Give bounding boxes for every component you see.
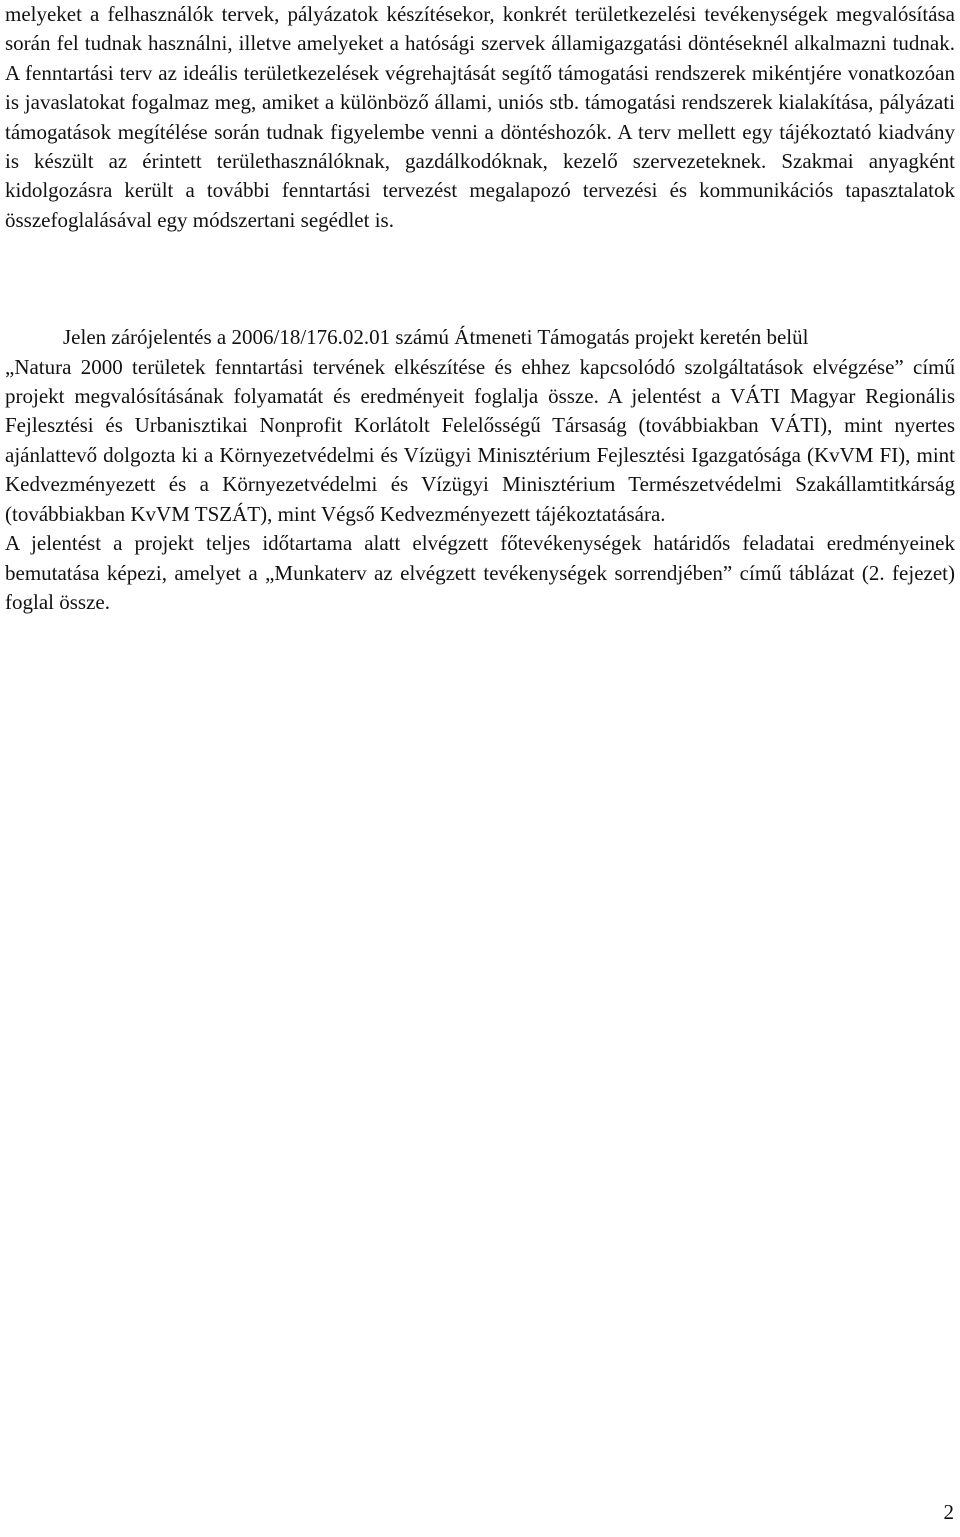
paragraph-intro: melyeket a felhasználók tervek, pályázatok készítésekor, konkrét területkezelési tevékenységek megvalósítása során fel tudnak használni, illetve amelyeket a hatósági szervek államigazgatási döntéseknél alkalmazni tudnak. A fenntartási terv az ideális területkezelések végrehajtását segítő támogatási rendszerek mikéntjére vonatkozóan is javaslatokat fogalmaz meg, amiket a különböző állami, uniós stb. támogatási rendszerek kialakítása, pályázati támogatások megítélése során tudnak figyelembe venni a döntéshozók. A terv mellett egy tájékoztató kiadvány is készült az érintett területhasználóknak, gazdálkodóknak, kezelő szervezeteknek. Szakmai anyagként kidolgozásra került a további fenntartási tervezést megalapozó tervezési és kommunikációs tapasztalatok összefoglalásával egy módszertani segédlet is. [5, 2, 955, 232]
page-number: 2 [943, 1500, 954, 1524]
paragraph-report-summary: A jelentést a projekt teljes időtartama alatt elvégzett főtevékenységek határidős feladatai eredményeinek bemutatása képezi, amelyet a „Munkaterv az elvégzett tevékenységek sorrendjében” című táblázat (2. fejezet) foglal össze. [5, 531, 955, 614]
document-page [5, 0, 955, 617]
paragraph-report-body: „Natura 2000 területek fenntartási tervének elkészítése és ehhez kapcsolódó szolgáltatások elvégzése” című projekt megvalósításának folyamatát és eredményeit foglalja össze. A jelentést a VÁTI Magyar Regionális Fejlesztési és Urbanisztikai Nonprofit Korlátolt Felelősségű Társaság (továbbiakban VÁTI), mint nyertes ajánlattevő dolgozta ki a Környezetvédelmi és Vízügyi Minisztérium Fejlesztési Igazgatósága (KvVM FI), mint Kedvezményezett és a Környezetvédelmi és Vízügyi Minisztérium Természetvédelmi Szakállamtitkárság (továbbiakban KvVM TSZÁT), mint Végső Kedvezményezett tájékoztatására. [5, 354, 955, 526]
paragraph-report-lead: Jelen zárójelentés a 2006/18/176.02.01 számú Átmeneti Támogatás projekt keretén belül [63, 325, 809, 350]
paragraph-spacer [5, 235, 955, 323]
